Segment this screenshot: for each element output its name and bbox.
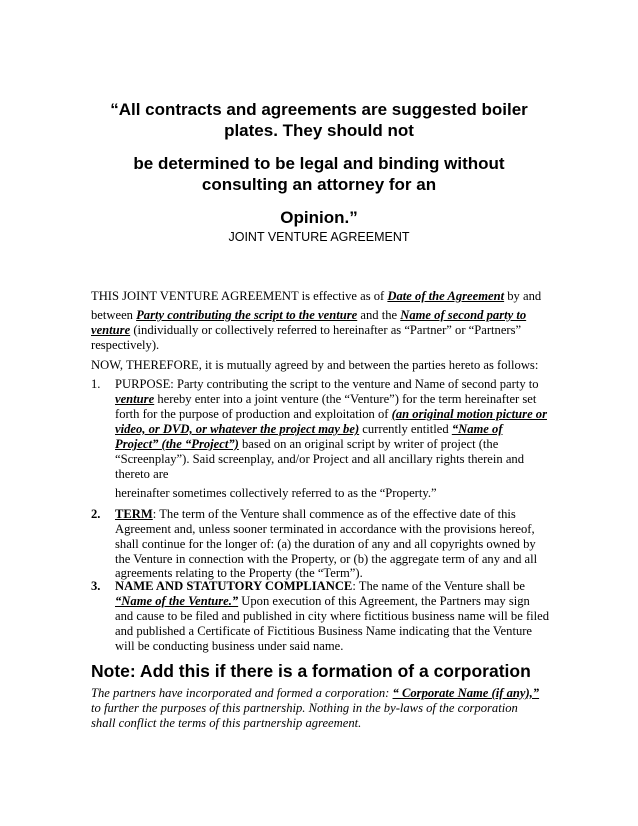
project-type-field: (an original motion picture or xyxy=(391,407,548,421)
term-heading: TERM xyxy=(115,507,153,521)
project-name-field: “Name of xyxy=(451,422,503,436)
section-1-text: hereby enter into a joint venture (the “Venture”) for the term hereinafter set xyxy=(154,392,537,406)
section-1-line: PURPOSE: Party contributing the script to the venture and Name of second party to xyxy=(115,377,539,391)
intro-text: and the xyxy=(357,308,401,322)
corporate-name-field: “ Corporate Name (if any),” xyxy=(392,686,540,700)
disclaimer-line-1: “All contracts and agreements are suggested boiler xyxy=(110,100,528,119)
venture-name-field: “Name of the Venture.” xyxy=(115,594,239,608)
section-3-line xyxy=(115,594,530,609)
note-line: to further the purposes of this partnership. Nothing in the by-laws of the corporation xyxy=(91,701,518,715)
party-two-field: venture xyxy=(91,323,131,337)
intro-line-5: NOW, THEREFORE, it is mutually agreed by and between the parties hereto as follows: xyxy=(91,358,539,372)
party-two-field: venture xyxy=(115,392,155,406)
disclaimer-line-5: Opinion.” xyxy=(280,208,358,227)
intro-text: (individually or collectively referred to hereinafter as “Partner” or “Partners” xyxy=(130,323,522,337)
compliance-heading: NAME AND STATUTORY COMPLIANCE xyxy=(115,579,353,593)
section-3-text: Upon execution of this Agreement, the Partners may sign xyxy=(238,594,530,608)
note-text: The partners have incorporated and formed a corporation: xyxy=(91,686,393,700)
section-2-line: Agreement and, unless sooner terminated in accordance with the provisions hereof, xyxy=(115,522,535,536)
section-2-number: 2. xyxy=(91,507,101,521)
intro-line-1 xyxy=(91,289,541,304)
party-one-field: Party contributing the script to the venture xyxy=(136,308,358,322)
section-1-text: based on an original script by writer of project (the xyxy=(238,437,499,451)
section-3-line: and cause to be filed and published in city where fictitious business name will be filed xyxy=(115,609,550,623)
section-1-line xyxy=(115,422,503,437)
section-2-line: shall continue for the longer of: (a) the duration of any and all copyrights owned by xyxy=(115,537,536,551)
disclaimer-line-2: plates. They should not xyxy=(224,121,414,140)
section-1-text: forth for the purpose of production and exploitation of xyxy=(115,407,392,421)
disclaimer-line-3: be determined to be legal and binding without xyxy=(133,154,505,173)
section-1-text: currently entitled xyxy=(359,422,452,436)
section-2-line xyxy=(115,507,516,522)
disclaimer-line-4: consulting an attorney for an xyxy=(201,175,437,194)
section-3-text: : The name of the Venture shall be xyxy=(352,579,525,593)
section-1-line xyxy=(115,392,536,407)
section-1-number: 1. xyxy=(91,377,101,391)
section-2-line: the Venture in connection with the Property, or (b) the aggregate term of any and all xyxy=(115,552,538,566)
section-3-line xyxy=(115,579,525,594)
section-3-line: will be conducting business under said name. xyxy=(115,639,344,653)
section-3-number: 3. xyxy=(91,579,101,593)
section-1-line xyxy=(115,407,547,422)
intro-text: by and xyxy=(504,289,542,303)
intro-line-3 xyxy=(91,323,521,338)
section-2-line: agreements relating to the Property (the “Term”). xyxy=(115,566,363,580)
section-1-line: hereinafter sometimes collectively referred to as the “Property.” xyxy=(115,486,437,500)
intro-line-4: respectively). xyxy=(91,338,160,352)
section-2-text: : The term of the Venture shall commence as of the effective date of this xyxy=(152,507,516,521)
party-two-field: Name of second party to xyxy=(400,308,527,322)
section-1-line: thereto are xyxy=(115,467,169,481)
document-title: JOINT VENTURE AGREEMENT xyxy=(228,230,410,244)
note-heading: Note: Add this if there is a formation of a corporation xyxy=(91,661,531,681)
date-field: Date of the Agreement xyxy=(387,289,505,303)
project-type-field: video, or DVD, or whatever the project may be) xyxy=(115,422,360,436)
note-line: shall conflict the terms of this partnership agreement. xyxy=(91,716,362,730)
intro-text: THIS JOINT VENTURE AGREEMENT is effective as of xyxy=(91,289,388,303)
note-line xyxy=(91,686,539,701)
section-3-line: and published a Certificate of Fictitious Business Name indicating that the Venture xyxy=(115,624,533,638)
intro-text: between xyxy=(91,308,137,322)
section-1-line xyxy=(115,437,498,452)
section-1-line: “Screenplay”). Said screenplay, and/or Project and all ancillary rights therein and xyxy=(115,452,525,466)
project-name-field: Project” (the “Project”) xyxy=(115,437,239,451)
intro-line-2 xyxy=(91,308,526,323)
